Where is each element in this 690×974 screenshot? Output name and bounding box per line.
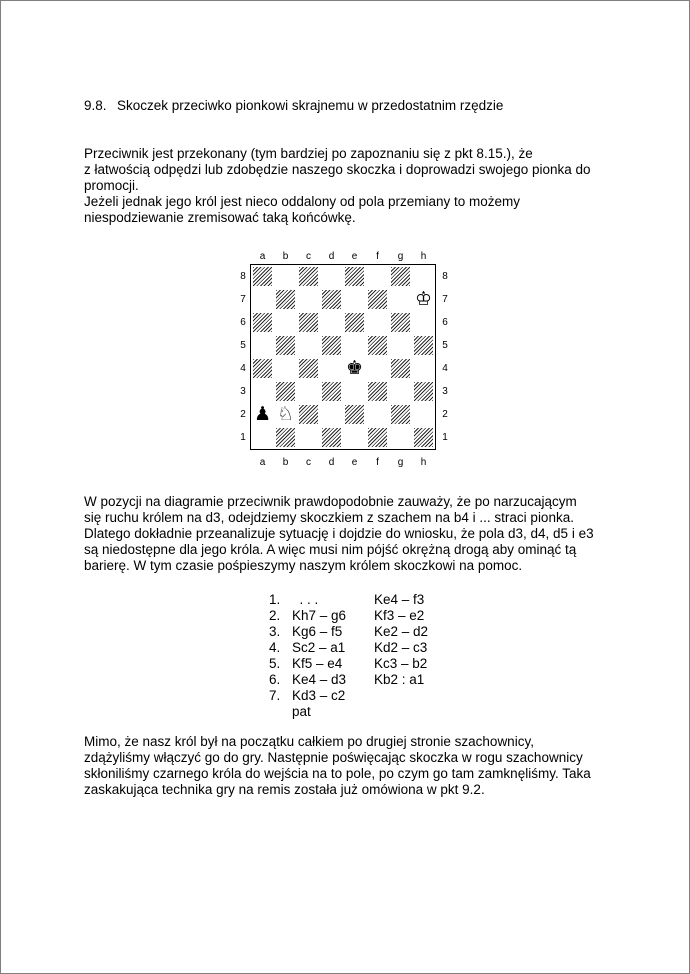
square-e1: [343, 426, 366, 449]
square-f1: [366, 426, 389, 449]
square-d4: [320, 357, 343, 380]
square-a6: [251, 311, 274, 334]
rank-label: 5: [240, 340, 246, 351]
chessboard: [250, 264, 436, 450]
rank-label: 2: [240, 409, 246, 420]
square-g1: [389, 426, 412, 449]
analysis-paragraph: [84, 494, 594, 574]
square-b5: [274, 334, 297, 357]
square-e2: [343, 403, 366, 426]
square-f4: [366, 357, 389, 380]
file-label: h: [420, 251, 427, 262]
rank-label: 4: [240, 363, 246, 374]
square-g6: [389, 311, 412, 334]
square-h1: [412, 426, 435, 449]
rank-labels-left: [235, 265, 251, 449]
file-label: f: [376, 457, 379, 468]
file-label: a: [259, 251, 266, 262]
square-b4: [274, 357, 297, 380]
white-king-icon: [412, 288, 435, 311]
text-line: są niedostępne dla jego króla. A więc musi nim pójść okrężną drogą aby ominąć tą: [84, 542, 577, 557]
rank-label: 4: [442, 363, 448, 374]
text-line: barierę. W tym czasie pośpieszymy naszym królem skoczkowi na pomoc.: [84, 558, 523, 573]
move-row: [269, 688, 454, 704]
square-h8: [412, 265, 435, 288]
square-d2: [320, 403, 343, 426]
move-number: 7.: [269, 688, 281, 703]
text-line: promocji.: [84, 178, 139, 193]
file-label: g: [397, 251, 404, 262]
square-a7: [251, 288, 274, 311]
rank-label: 2: [442, 409, 448, 420]
intro-paragraph: [84, 146, 591, 226]
square-c2: [297, 403, 320, 426]
moves-list: [269, 592, 454, 720]
square-h4: [412, 357, 435, 380]
rank-label: 7: [240, 294, 246, 305]
piece-glyph: ♘: [276, 403, 295, 425]
white-move: Kf5 – e4: [292, 656, 343, 671]
file-label: a: [259, 457, 266, 468]
text-line: Jeżeli jednak jego król jest nieco oddalony od pola przemiany to możemy: [84, 194, 520, 209]
square-f2: [366, 403, 389, 426]
text-line: Mimo, że nasz król był na początku całkiem po drugiej stronie szachownicy,: [84, 734, 534, 749]
square-c1: [297, 426, 320, 449]
move-row: [269, 592, 454, 608]
square-f5: [366, 334, 389, 357]
square-e7: [343, 288, 366, 311]
section-number: 9.8.: [84, 98, 107, 113]
black-move: Kc3 – b2: [374, 656, 428, 671]
black-pawn-icon: [251, 403, 274, 426]
square-a3: [251, 380, 274, 403]
black-move: [374, 688, 454, 704]
square-h5: [412, 334, 435, 357]
file-label: d: [328, 457, 335, 468]
file-label: b: [282, 251, 289, 262]
rank-label: 6: [442, 317, 448, 328]
square-c8: [297, 265, 320, 288]
rank-label: 8: [442, 271, 448, 282]
square-h6: [412, 311, 435, 334]
section-title: Skoczek przeciwko pionkowi skrajnemu w przedostatnim rzędzie: [117, 98, 504, 113]
black-move: Ke2 – d2: [374, 624, 429, 639]
text-line: Dlatego dokładnie przeanalizuje sytuację i dojdzie do wniosku, że pola d3, d4, d5 i e3: [84, 526, 594, 541]
text-line: zdążyliśmy włączyć go do gry. Następnie poświęcając skoczka w rogu szachownicy: [84, 750, 583, 765]
square-f8: [366, 265, 389, 288]
black-move: Kb2 : a1: [374, 672, 425, 687]
square-g5: [389, 334, 412, 357]
white-move: . . .: [292, 592, 319, 607]
square-b7: [274, 288, 297, 311]
rank-labels-right: [437, 265, 453, 449]
square-b6: [274, 311, 297, 334]
move-number: 6.: [269, 672, 281, 687]
square-c5: [297, 334, 320, 357]
piece-glyph: ♟: [253, 403, 272, 425]
square-d6: [320, 311, 343, 334]
file-label: f: [376, 251, 379, 262]
square-a4: [251, 357, 274, 380]
file-label: g: [397, 457, 404, 468]
conclusion-paragraph: [84, 734, 591, 798]
square-g4: [389, 357, 412, 380]
white-move: Kg6 – f5: [292, 624, 343, 639]
square-f7: [366, 288, 389, 311]
black-king-icon: [343, 357, 366, 380]
square-e6: [343, 311, 366, 334]
square-d5: [320, 334, 343, 357]
file-labels-top: [251, 250, 435, 264]
text-line: niespodziewanie zremisować taką końcówkę.: [84, 210, 356, 225]
move-number: 3.: [269, 624, 281, 639]
move-row: [269, 672, 454, 688]
white-move: pat: [292, 704, 311, 719]
square-g7: [389, 288, 412, 311]
move-number: [269, 704, 292, 720]
white-move: Kh7 – g6: [292, 608, 347, 623]
square-g2: [389, 403, 412, 426]
piece-glyph: ♔: [414, 288, 433, 310]
black-move: Kf3 – e2: [374, 608, 425, 623]
square-b8: [274, 265, 297, 288]
piece-glyph: ♚: [345, 357, 364, 379]
file-labels-bottom: [251, 456, 435, 470]
move-row: [269, 624, 454, 640]
white-move: Sc2 – a1: [292, 640, 346, 655]
rank-label: 6: [240, 317, 246, 328]
white-move: Ke4 – d3: [292, 672, 347, 687]
square-d8: [320, 265, 343, 288]
square-b1: [274, 426, 297, 449]
square-f6: [366, 311, 389, 334]
file-label: d: [328, 251, 335, 262]
text-line: z łatwością odpędzi lub zdobędzie naszego skoczka i doprowadzi swojego pionka do: [84, 162, 591, 177]
move-number: 4.: [269, 640, 281, 655]
square-a1: [251, 426, 274, 449]
square-c3: [297, 380, 320, 403]
move-number: 5.: [269, 656, 281, 671]
black-move: [374, 704, 454, 720]
text-line: W pozycji na diagramie przeciwnik prawdopodobnie zauważy, że po narzucającym: [84, 494, 577, 509]
move-row: [269, 608, 454, 624]
text-line: się ruchu królem na d3, odejdziemy skoczkiem z szachem na b4 i ... straci pionka.: [84, 510, 574, 525]
square-e8: [343, 265, 366, 288]
move-row: [269, 656, 454, 672]
file-label: e: [351, 251, 358, 262]
file-label: c: [306, 457, 311, 468]
square-a5: [251, 334, 274, 357]
square-d1: [320, 426, 343, 449]
move-number: 2.: [269, 608, 281, 623]
text-line: zaskakująca technika gry na remis została już omówiona w pkt 9.2.: [84, 782, 485, 797]
file-label: c: [306, 251, 311, 262]
square-c6: [297, 311, 320, 334]
rank-label: 5: [442, 340, 448, 351]
rank-label: 7: [442, 294, 448, 305]
square-g8: [389, 265, 412, 288]
text-line: skłoniliśmy czarnego króla do wejścia na to pole, po czym go tam zamknęliśmy. Taka: [84, 766, 591, 781]
square-e5: [343, 334, 366, 357]
move-number: 1.: [269, 592, 281, 607]
file-label: h: [420, 457, 427, 468]
square-d7: [320, 288, 343, 311]
white-move: Kd3 – c2: [292, 688, 346, 703]
square-e3: [343, 380, 366, 403]
square-b3: [274, 380, 297, 403]
square-g3: [389, 380, 412, 403]
chess-diagram: [228, 246, 458, 474]
rank-label: 3: [240, 386, 246, 397]
rank-label: 1: [240, 432, 246, 443]
file-label: e: [351, 457, 358, 468]
white-knight-icon: [274, 403, 297, 426]
rank-label: 1: [442, 432, 448, 443]
rank-label: 3: [442, 386, 448, 397]
section-heading: [84, 98, 503, 113]
black-move: Kd2 – c3: [374, 640, 428, 655]
move-row: [269, 640, 454, 656]
text-line: Przeciwnik jest przekonany (tym bardziej po zapoznaniu się z pkt 8.15.), że: [84, 146, 533, 161]
square-h2: [412, 403, 435, 426]
square-a8: [251, 265, 274, 288]
square-d3: [320, 380, 343, 403]
rank-label: 8: [240, 271, 246, 282]
square-c4: [297, 357, 320, 380]
square-c7: [297, 288, 320, 311]
move-row: [269, 704, 454, 720]
file-label: b: [282, 457, 289, 468]
moves-table: [269, 592, 454, 720]
square-f3: [366, 380, 389, 403]
square-h3: [412, 380, 435, 403]
black-move: Ke4 – f3: [374, 592, 425, 607]
